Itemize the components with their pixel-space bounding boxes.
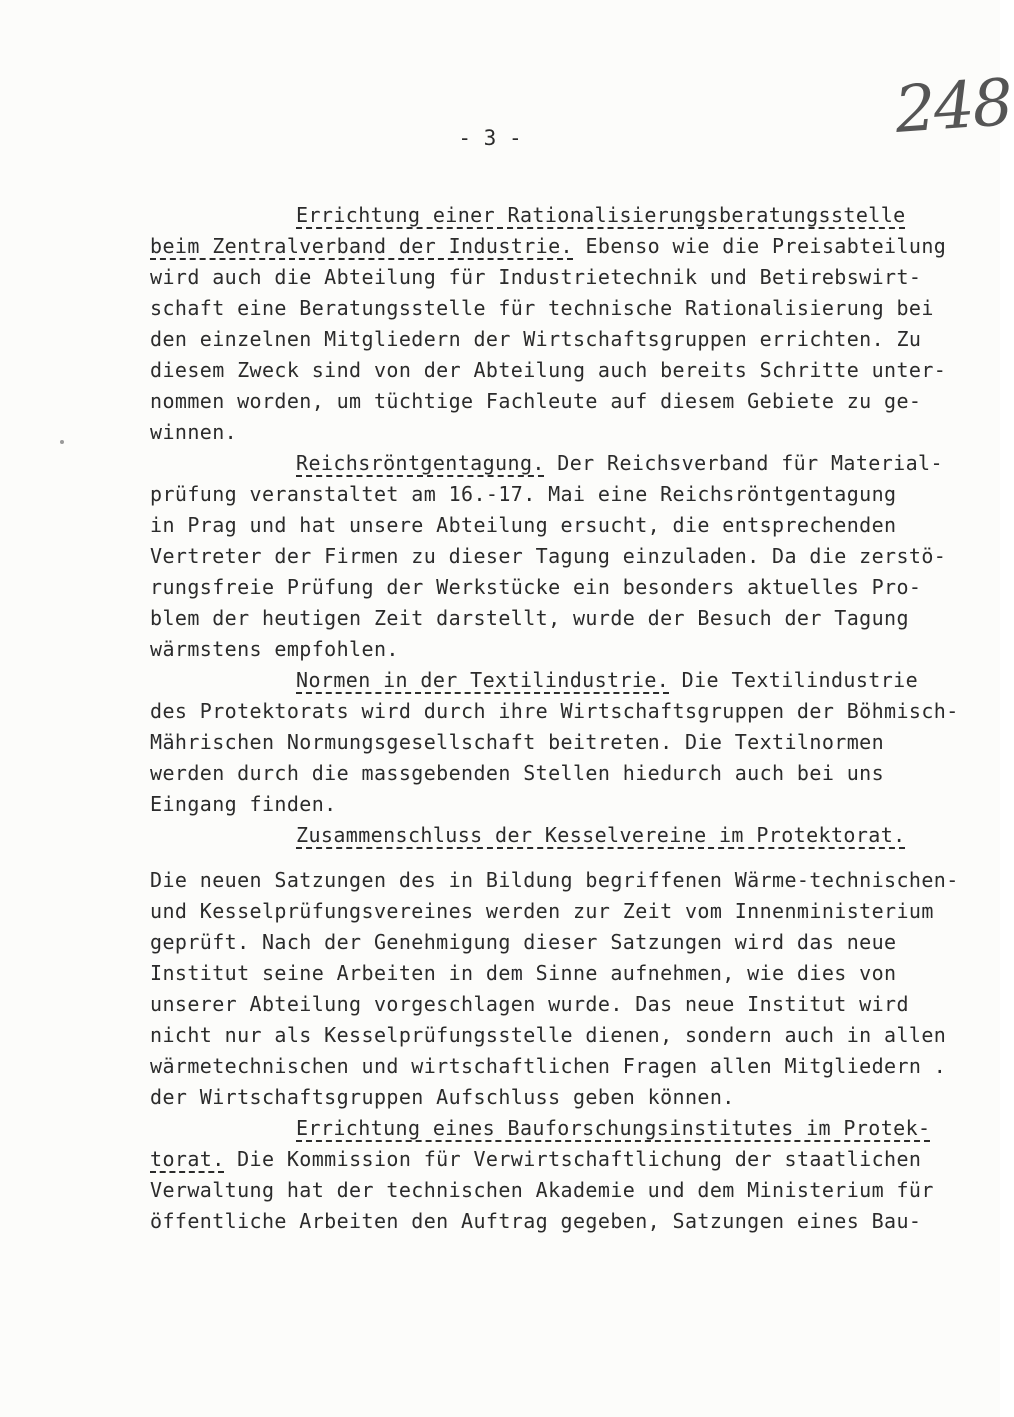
line-text: Der Reichsverband für Material- bbox=[544, 451, 943, 475]
text-line: nommen worden, um tüchtige Fachleute auf diesem Gebiete zu ge- bbox=[150, 389, 922, 413]
text-line: den einzelnen Mitgliedern der Wirtschaftsgruppen errichten. Zu bbox=[150, 327, 922, 351]
text-line bbox=[150, 231, 970, 262]
section-heading-bauforschung bbox=[150, 1113, 970, 1144]
text-line bbox=[150, 1144, 970, 1175]
section-heading-normen bbox=[150, 665, 970, 696]
text-line: Mährischen Normungsgesellschaft beitreten. Die Textilnormen bbox=[150, 730, 885, 754]
document-body bbox=[150, 200, 970, 1237]
section-heading-kesselvereine bbox=[150, 820, 970, 851]
line-text: Die Textilindustrie bbox=[669, 668, 919, 692]
heading-text: Errichtung eines Bauforschungsinstitutes im Protek- bbox=[296, 1116, 931, 1140]
heading-text: Errichtung einer Rationalisierungsberatungsstelle bbox=[296, 203, 906, 227]
text-line: öffentliche Arbeiten den Auftrag gegeben, Satzungen eines Bau- bbox=[150, 1209, 922, 1233]
text-line: geprüft. Nach der Genehmigung dieser Satzungen wird das neue bbox=[150, 930, 897, 954]
section-heading-rationalisierung bbox=[150, 200, 970, 231]
spacer bbox=[150, 851, 970, 865]
heading-text: Zusammenschluss der Kesselvereine im Protektorat. bbox=[296, 823, 906, 847]
heading-text: Normen in der Textilindustrie. bbox=[296, 668, 670, 692]
text-line: in Prag und hat unsere Abteilung ersucht, die entsprechenden bbox=[150, 513, 897, 537]
line-text: Ebenso wie die Preisabteilung bbox=[573, 234, 947, 258]
page-number: - 3 - bbox=[458, 126, 522, 150]
text-line: Verwaltung hat der technischen Akademie und dem Ministerium für bbox=[150, 1178, 934, 1202]
text-line: diesem Zweck sind von der Abteilung auch bereits Schritte unter- bbox=[150, 358, 947, 382]
text-line: unserer Abteilung vorgeschlagen wurde. Das neue Institut wird bbox=[150, 992, 909, 1016]
handwritten-folio-number: 248 bbox=[892, 66, 1014, 148]
heading-text: torat. bbox=[150, 1147, 225, 1171]
line-text: Die Kommission für Verwirtschaftlichung der staatlichen bbox=[224, 1147, 922, 1171]
text-line: prüfung veranstaltet am 16.-17. Mai eine Reichsröntgentagung bbox=[150, 482, 897, 506]
text-line: der Wirtschaftsgruppen Aufschluss geben können. bbox=[150, 1085, 735, 1109]
text-line: des Protektorats wird durch ihre Wirtschaftsgruppen der Böhmisch- bbox=[150, 699, 959, 723]
section-heading-reichsroentgentagung bbox=[150, 448, 970, 479]
heading-text: beim Zentralverband der Industrie. bbox=[150, 234, 573, 258]
margin-dot-mark bbox=[60, 440, 64, 444]
text-line: wärmstens empfohlen. bbox=[150, 637, 399, 661]
text-line: blem der heutigen Zeit darstellt, wurde der Besuch der Tagung bbox=[150, 606, 909, 630]
heading-text: Reichsröntgentagung. bbox=[296, 451, 545, 475]
text-line: Vertreter der Firmen zu dieser Tagung einzuladen. Da die zerstö- bbox=[150, 544, 947, 568]
text-line: Die neuen Satzungen des in Bildung begriffenen Wärme-technischen- bbox=[150, 868, 959, 892]
text-line: Eingang finden. bbox=[150, 792, 337, 816]
text-line: wärmetechnischen und wirtschaftlichen Fragen allen Mitgliedern . bbox=[150, 1054, 947, 1078]
text-line: werden durch die massgebenden Stellen hiedurch auch bei uns bbox=[150, 761, 885, 785]
text-line: Institut seine Arbeiten in dem Sinne aufnehmen, wie dies von bbox=[150, 961, 897, 985]
text-line: winnen. bbox=[150, 420, 238, 444]
text-line: wird auch die Abteilung für Industrietechnik und Betirebswirt- bbox=[150, 265, 922, 289]
text-line: schaft eine Beratungsstelle für technische Rationalisierung bei bbox=[150, 296, 934, 320]
text-line: nicht nur als Kesselprüfungsstelle dienen, sondern auch in allen bbox=[150, 1023, 947, 1047]
text-line: und Kesselprüfungsvereines werden zur Zeit vom Innenministerium bbox=[150, 899, 934, 923]
text-line: rungsfreie Prüfung der Werkstücke ein besonders aktuelles Pro- bbox=[150, 575, 922, 599]
